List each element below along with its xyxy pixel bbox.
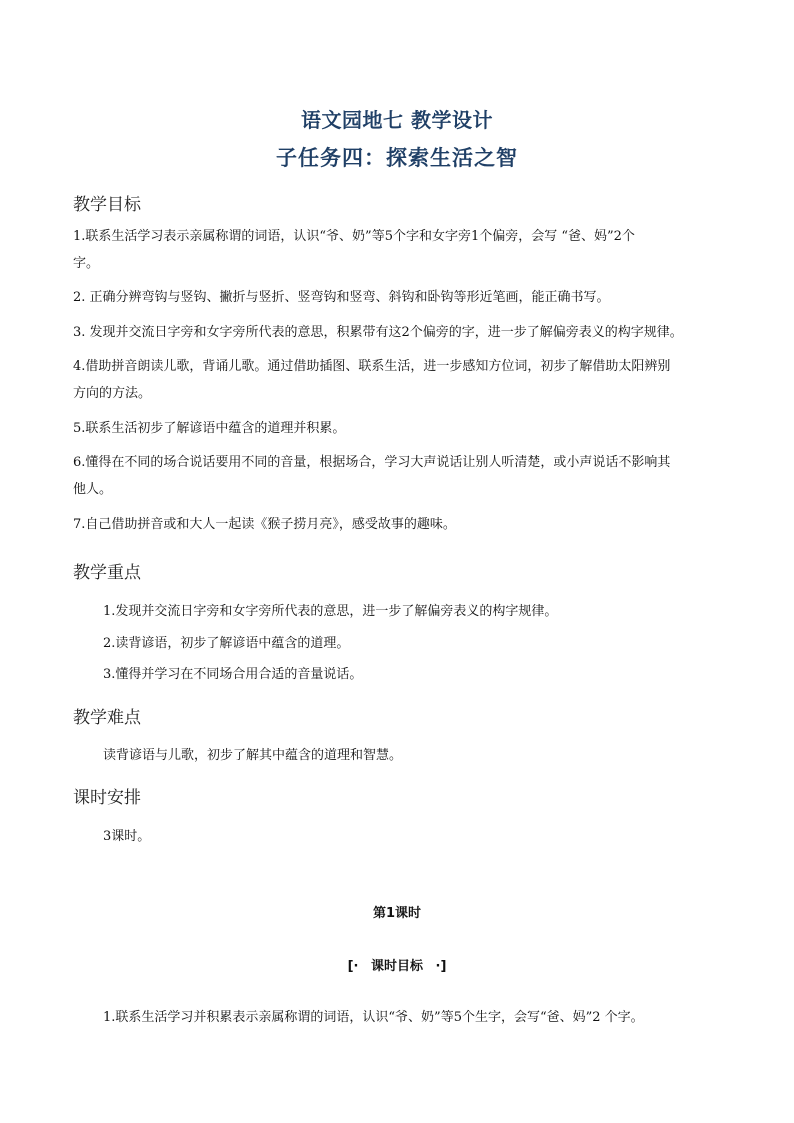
goal-line: 方向的方法。 [73, 386, 152, 401]
key-point: 3.懂得并学习在不同场合用合适的音量说话。 [103, 667, 363, 682]
goal-line: 字。 [73, 256, 100, 271]
goal-line: 5.联系生活初步了解谚语中蕴含的道理并积累。 [73, 421, 346, 436]
goals-heading: 教学目标 [73, 195, 141, 215]
schedule-heading: 课时安排 [73, 788, 141, 808]
goal-line: 2. 正确分辨弯钩与竖钩、撇折与竖折、竖弯钩和竖弯、斜钩和卧钩等形近笔画，能正确书写。 [73, 290, 610, 305]
lesson-goal-line: 1.联系生活学习并积累表示亲属称谓的词语，认识“爷、奶”等5个生字，会写“爸、妈”2 个字。 [103, 1010, 644, 1025]
difficulty-heading: 教学难点 [73, 708, 141, 728]
lesson-goal-label: [· 课时目标 ·] [347, 959, 447, 974]
key-point: 1.发现并交流日字旁和女字旁所代表的意思，进一步了解偏旁表义的构字规律。 [103, 604, 558, 619]
doc-title: 语文园地七 教学设计 [301, 108, 493, 132]
goal-line: 他人。 [73, 482, 113, 497]
goal-line: 3. 发现并交流日字旁和女字旁所代表的意思，积累带有这2个偏旁的字，进一步了解偏旁表义的构字规律。 [73, 325, 683, 340]
goal-line: 7.自己借助拼音或和大人一起读《猴子捞月亮》，感受故事的趣味。 [73, 517, 456, 532]
key-heading: 教学重点 [73, 563, 141, 583]
goal-line: 6.懂得在不同的场合说话要用不同的音量，根据场合，学习大声说话让别人听清楚，或小声说话不影响其 [73, 455, 671, 470]
difficulty-text: 读背谚语与儿歌，初步了解其中蕴含的道理和智慧。 [103, 748, 403, 763]
schedule-text: 3课时。 [103, 829, 151, 844]
goal-line: 1.联系生活学习表示亲属称谓的词语，认识“爷、奶”等5个字和女字旁1个偏旁，会写 “爸、妈”2个 [73, 229, 635, 244]
goal-line: 4.借助拼音朗读儿歌，背诵儿歌。通过借助插图、联系生活，进一步感知方位词，初步了解借助太阳辨别 [73, 359, 671, 374]
doc-subtitle: 子任务四：探索生活之智 [276, 146, 518, 170]
lesson-title: 第1课时 [372, 906, 422, 921]
key-point: 2.读背谚语，初步了解谚语中蕴含的道理。 [103, 636, 350, 651]
